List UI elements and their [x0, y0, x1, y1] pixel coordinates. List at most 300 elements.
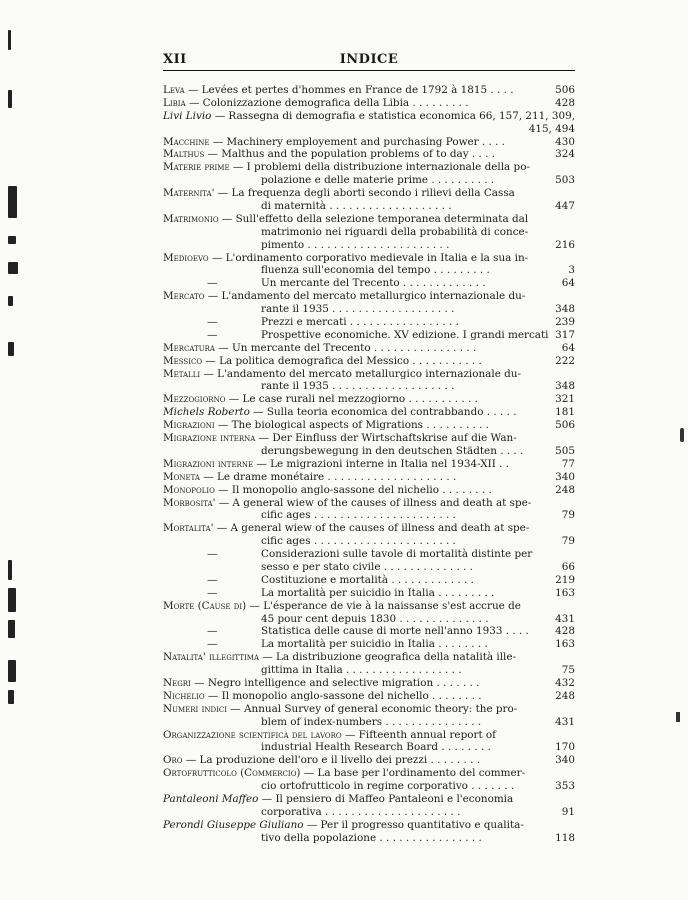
ditto-dash: —: [207, 638, 218, 651]
index-entry: [163, 432, 575, 445]
entry-subject: Costituzione e mortalità: [261, 573, 389, 586]
entry-heading: Organizzazione scientifica del lavoro: [163, 728, 342, 741]
entry-subject: La distribuzione geografica della natalità ille-: [276, 651, 516, 664]
index-entry: [163, 277, 575, 290]
entry-text: [261, 806, 460, 819]
entry-subject: industrial Health Research Board: [261, 741, 439, 754]
entry-heading: Migrazioni: [163, 419, 215, 432]
entry-separator: —: [214, 187, 232, 200]
entry-subject: cific ages: [261, 535, 311, 548]
binding-edge: [0, 0, 30, 900]
entry-subject: Levées et pertes d'hommes en France de 1792 à 1815: [201, 84, 488, 96]
entry-page: 75: [561, 664, 575, 677]
entry-subject: L'andamento del mercato metallurgico internazionale du-: [217, 367, 522, 380]
entry-text: [163, 522, 529, 535]
index-entry: [163, 290, 575, 303]
entry-page: 506: [555, 419, 575, 432]
entry-text: [261, 716, 481, 729]
entry-page: 66, 157, 211, 309,: [479, 109, 575, 122]
entry-page: 428: [555, 625, 575, 638]
entry-text: [163, 393, 478, 406]
index-entry: [163, 471, 575, 484]
index-entry: [163, 368, 575, 381]
entry-separator: —: [300, 767, 318, 780]
entry-page: 317: [555, 328, 575, 341]
entry-subject: Machinery employement and purchasing Power: [226, 135, 479, 148]
entry-separator: —: [200, 367, 218, 380]
index-list: [163, 84, 575, 845]
entry-subject: Malthus and the population problems of to day: [221, 148, 469, 161]
index-entry: [163, 342, 575, 355]
entry-text: [163, 252, 528, 265]
entry-heading: Negri: [163, 676, 191, 689]
entry-subject: rante il 1935: [261, 380, 329, 393]
leader-dots: . .: [495, 457, 510, 470]
entry-separator: —: [214, 341, 232, 354]
entry-subject: sesso e per stato civile: [261, 560, 381, 573]
entry-separator: —: [258, 792, 276, 805]
entry-page: 170: [555, 741, 575, 754]
entry-text: [261, 574, 474, 587]
leader-dots: . . . . . . . . . . . . . . . .: [376, 831, 482, 844]
index-entry: [163, 187, 575, 200]
entry-separator: —: [249, 406, 267, 419]
index-entry: [163, 380, 575, 393]
entry-page: 216: [555, 238, 575, 251]
entry-subject: La mortalità per suicidio in Italia: [261, 638, 435, 651]
entry-page: 222: [555, 354, 575, 367]
ditto-dash: —: [207, 586, 218, 599]
index-entry: [163, 136, 575, 149]
leader-dots: . . . . . . . . .: [434, 586, 495, 599]
index-entry: [163, 509, 575, 522]
leader-dots: . . . .: [487, 84, 514, 96]
entry-separator: —: [255, 432, 273, 445]
index-entry: [163, 406, 575, 419]
entry-subject: Sulla teoria economica del contrabbando: [266, 406, 484, 419]
leader-dots: . . . . . . . . . . . . . . . . . . . . .: [321, 805, 461, 818]
entry-subject: La produzione dell'oro e il livello dei prezzi: [199, 754, 428, 767]
entry-text: [163, 677, 479, 690]
entry-page: 348: [555, 303, 575, 316]
entry-separator: —: [218, 212, 236, 225]
index-entry: [163, 548, 575, 561]
entry-separator: —: [211, 109, 229, 122]
entry-page: 324: [555, 148, 575, 161]
index-entry: [163, 497, 575, 510]
entry-subject: Statistica delle cause di morte nell'anno 1933: [261, 625, 503, 638]
leader-dots: . . . . . . . . . . . . . . . . . . .: [326, 200, 452, 213]
entry-separator: —: [199, 470, 217, 483]
entry-subject: La mortalità per suicidio in Italia: [261, 586, 435, 599]
entry-heading: Michels Roberto: [163, 406, 250, 419]
entry-page: 430: [555, 135, 575, 148]
entry-heading: Morte (Cause di): [163, 599, 247, 612]
index-entry: [163, 587, 575, 600]
entry-subject: derungsbewegung in den deutschen Städten: [261, 444, 497, 457]
entry-text: [163, 368, 521, 381]
entry-heading: Materie prime: [163, 161, 230, 174]
entry-page: 79: [561, 535, 575, 548]
entry-page: 321: [555, 393, 575, 406]
entry-text: [261, 832, 482, 845]
entry-subject: La base per l'ordinamento del commer-: [317, 767, 526, 780]
index-entry: [163, 252, 575, 265]
ditto-dash: —: [207, 573, 218, 586]
leader-dots: . . . . . . . . . . . . . . . . . . .: [328, 303, 455, 316]
index-entry: [163, 161, 575, 174]
entry-separator: —: [185, 96, 203, 109]
index-entry: [163, 226, 575, 239]
entry-heading: Migrazione interna: [163, 432, 256, 445]
entry-text: [261, 625, 529, 638]
entry-text: [261, 535, 456, 548]
entry-page: 64: [561, 341, 575, 354]
entry-subject: rante il 1935: [261, 303, 329, 316]
ditto-dash: —: [207, 625, 218, 638]
index-entry: [163, 729, 575, 742]
ditto-dash: —: [207, 316, 218, 329]
entry-page: 353: [555, 780, 575, 793]
entry-subject: A general wiew of the causes of illness and death at spe-: [230, 522, 530, 535]
entry-page: 415, 494: [528, 122, 575, 135]
leader-dots: . . . . . . . .: [438, 483, 492, 496]
entry-separator: —: [204, 148, 222, 161]
entry-text: [163, 110, 476, 123]
entry-heading: Mortalita': [163, 522, 214, 535]
index-entry: [163, 664, 575, 677]
index-entry: [163, 174, 575, 187]
entry-subject: Considerazioni sulle tavole di mortalità distinte per: [261, 548, 533, 561]
entry-text: [163, 342, 476, 355]
entry-text: [261, 561, 473, 574]
entry-heading: Mercatura: [163, 341, 215, 354]
entry-text: [261, 239, 449, 252]
leader-dots: . . . . . . . . . . . . .: [388, 573, 474, 586]
entry-subject: Negro intelligence and selective migration: [207, 676, 434, 689]
entry-heading: Pantaleoni Maffeo: [163, 792, 259, 805]
leader-dots: . . . .: [496, 444, 524, 457]
entry-heading: Maternita': [163, 187, 215, 200]
entry-heading: Metalli: [163, 367, 201, 380]
entry-text: [163, 600, 521, 613]
entry-page: 348: [555, 380, 575, 393]
entry-page: 248: [555, 689, 575, 702]
entry-separator: —: [215, 496, 233, 509]
entry-text: [261, 226, 528, 239]
entry-text: [163, 819, 524, 832]
entry-page: 79: [561, 509, 575, 522]
entry-subject: Le drame monétaire: [216, 470, 325, 483]
entry-text: [261, 548, 532, 561]
entry-separator: —: [208, 251, 226, 264]
entry-text: [163, 290, 525, 303]
entry-separator: —: [184, 84, 202, 96]
leader-dots: . . . .: [478, 135, 506, 148]
entry-heading: Leva: [163, 84, 185, 96]
index-entry: [163, 355, 575, 368]
entry-text: [163, 355, 482, 368]
leader-dots: . . . . . . . .: [428, 689, 482, 702]
index-entry: [163, 793, 575, 806]
entry-subject: Il monopolio anglo-sassone del nichello: [221, 689, 429, 702]
entry-subject: fluenza sull'economia del tempo: [261, 264, 431, 277]
entry-heading: Messico: [163, 354, 203, 367]
entry-subject: gittima in Italia: [261, 664, 343, 677]
entry-text: [163, 793, 513, 806]
entry-heading: Libia: [163, 96, 186, 109]
ditto-dash: —: [207, 277, 218, 290]
entry-page: 505: [555, 444, 575, 457]
page-number: XII: [163, 52, 187, 67]
entry-separator: —: [259, 651, 277, 664]
entry-text: [261, 780, 514, 793]
entry-text: [261, 380, 454, 393]
entry-subject: I problemi della distribuzione internazionale della po-: [246, 161, 530, 174]
entry-subject: Der Einfluss der Wirtschaftskrise auf die Wan-: [272, 432, 517, 445]
leader-dots: . . . . . . . . . . . . . . . . . .: [342, 664, 462, 677]
entry-subject: Sull'effetto della selezione temporanea determinata dal: [235, 212, 529, 225]
entry-heading: Natalita' illegittima: [163, 651, 260, 664]
entry-separator: —: [204, 290, 222, 303]
entry-subject: A general wiew of the causes of illness and death at spe-: [232, 496, 532, 509]
header-rule: [163, 70, 575, 71]
leader-dots: . . . . . . . . . . . . . . . . .: [346, 316, 459, 329]
entry-separator: —: [204, 689, 222, 702]
entry-heading: Ortofrutticolo (Commercio): [163, 767, 301, 780]
entry-subject: L'ésperance de vie à la naissanse s'est accrue de: [263, 599, 521, 612]
index-entry: [163, 458, 575, 471]
entry-separator: —: [303, 818, 321, 831]
entry-subject: Un mercante del Trecento: [231, 341, 371, 354]
entry-subject: The biological aspects of Migrations: [231, 419, 424, 432]
entry-subject: Prospettive economiche. XV edizione. I grandi mercati: [261, 328, 549, 341]
entry-page: 248: [555, 483, 575, 496]
index-entry: [163, 123, 575, 136]
entry-page: 239: [555, 316, 575, 329]
index-entry: [163, 625, 575, 638]
entry-page: 181: [555, 406, 575, 419]
entry-text: [163, 136, 505, 149]
entry-text: [163, 148, 495, 161]
index-entry: [163, 638, 575, 651]
entry-text: [163, 484, 492, 497]
leader-dots: . . . . . . . . . . . . . . .: [382, 715, 482, 728]
entry-subject: corporativa: [261, 805, 322, 818]
entry-subject: La frequenza degli aborti secondo i rilievi della Cassa: [231, 187, 515, 200]
entry-separator: —: [246, 599, 264, 612]
leader-dots: . . . . . . . . . . .: [409, 354, 482, 367]
index-entry: [163, 264, 575, 277]
entry-text: [163, 406, 517, 419]
entry-subject: Il monopolio anglo-sassone del nichelio: [231, 483, 439, 496]
entry-separator: —: [182, 754, 200, 767]
entry-subject: Rassegna di demografia e statistica economica: [228, 109, 476, 122]
index-entry: [163, 445, 575, 458]
entry-heading: Numeri indici: [163, 702, 227, 715]
index-entry: [163, 741, 575, 754]
entry-separator: —: [213, 522, 231, 535]
entry-text: [261, 303, 454, 316]
entry-text: [261, 664, 462, 677]
leader-dots: . . . . .: [483, 406, 517, 419]
entry-separator: —: [225, 393, 243, 406]
page-header: [163, 52, 575, 68]
index-entry: [163, 316, 575, 329]
index-entry: [163, 780, 575, 793]
entry-subject: matrimonio nei riguardi della probabilità di conce-: [261, 225, 529, 238]
entry-heading: Oro: [163, 754, 183, 767]
entry-heading: Perondi Giuseppe Giuliano: [163, 818, 304, 831]
entry-separator: —: [190, 676, 208, 689]
leader-dots: . . . . . . . . . . . . . . . . . . . . . .: [310, 509, 456, 522]
entry-text: [163, 97, 469, 110]
entry-separator: —: [209, 135, 227, 148]
entry-separator: —: [227, 702, 244, 715]
leader-dots: . . . .: [502, 625, 529, 638]
entry-text: [261, 741, 491, 754]
entry-heading: Migrazioni interne: [163, 457, 254, 470]
entry-text: [163, 729, 496, 742]
entry-text: [261, 264, 490, 277]
leader-dots: . . . . . . . . . .: [423, 419, 490, 432]
entry-page: 503: [555, 174, 575, 187]
index-entry: [163, 819, 575, 832]
entry-subject: cific ages: [261, 509, 311, 522]
entry-subject: L'ordinamento corporativo medievale in Italia e la sua in-: [225, 251, 529, 264]
leader-dots: . . . . . . . . . . .: [405, 393, 478, 406]
entry-heading: Moneta: [163, 470, 200, 483]
entry-text: [261, 445, 523, 458]
index-entry: [163, 677, 575, 690]
entry-text: [163, 497, 531, 510]
index-entry: [163, 574, 575, 587]
entry-page: 3: [568, 264, 575, 277]
scan-mark: [676, 712, 680, 722]
entry-subject: L'andamento del mercato metallurgico internazionale du-: [221, 290, 526, 303]
index-entry: [163, 239, 575, 252]
entry-heading: Matrimonio: [163, 212, 219, 225]
leader-dots: . . . . . . . . . . . . . .: [396, 612, 489, 625]
entry-text: [163, 651, 516, 664]
entry-subject: pimento: [261, 238, 305, 251]
entry-page: 64: [561, 277, 575, 290]
entry-page: 118: [555, 831, 575, 844]
entry-text: [261, 277, 486, 290]
index-entry: [163, 213, 575, 226]
entry-page: 340: [555, 470, 575, 483]
leader-dots: . . . . . . . . .: [430, 264, 490, 277]
index-entry: [163, 703, 575, 716]
entry-page: 219: [555, 573, 575, 586]
entry-subject: cio ortofrutticolo in regime corporativo: [261, 780, 468, 793]
entry-page: 432: [555, 676, 575, 689]
index-entry: [163, 832, 575, 845]
leader-dots: . . . . . . . .: [438, 741, 491, 754]
index-entry: [163, 200, 575, 213]
entry-page: 428: [555, 96, 575, 109]
index-entry: [163, 754, 575, 767]
entry-text: [163, 187, 515, 200]
entry-page: 66: [561, 560, 575, 573]
entry-subject: 45 pour cent depuis 1830: [261, 612, 397, 625]
leader-dots: . . . . . . . . . . . . .: [399, 277, 486, 290]
leader-dots: . . . . . . . . . . . . . . . . . . . . . .: [304, 238, 450, 251]
entry-page: 447: [555, 200, 575, 213]
leader-dots: . . . .: [468, 148, 496, 161]
entry-subject: Per il progresso quantitativo e qualita-: [320, 818, 524, 831]
entry-text: [261, 638, 488, 651]
entry-page: 91: [561, 805, 575, 818]
entry-text: [261, 316, 459, 329]
index-entry: [163, 651, 575, 664]
entry-text: [261, 587, 494, 600]
entry-separator: —: [214, 419, 232, 432]
leader-dots: . . . . . . . . . . . . . .: [380, 560, 473, 573]
index-entry: [163, 419, 575, 432]
index-entry: [163, 484, 575, 497]
entry-subject: Colonizzazione demografica della Libia: [202, 96, 410, 109]
entry-text: [163, 471, 456, 484]
entry-text: [163, 767, 525, 780]
leader-dots: . . . . . . . . . . . . . . . . . . .: [328, 380, 455, 393]
leader-dots: . . . . . . . .: [427, 754, 481, 767]
index-entry: [163, 329, 575, 342]
entry-heading: Mezzogiorno: [163, 393, 226, 406]
entry-separator: —: [229, 161, 247, 174]
entry-heading: Livi Livio: [163, 109, 212, 122]
entry-page: 431: [555, 612, 575, 625]
index-entry: [163, 303, 575, 316]
entry-text: [163, 161, 530, 174]
index-entry: [163, 535, 575, 548]
entry-subject: Un mercante del Trecento: [261, 277, 400, 290]
entry-separator: —: [202, 354, 220, 367]
entry-separator: —: [253, 457, 271, 470]
entry-subject: blem of index-numbers: [261, 715, 383, 728]
index-entry: [163, 600, 575, 613]
entry-heading: Mercato: [163, 290, 205, 303]
index-entry: [163, 767, 575, 780]
entry-text: [261, 200, 452, 213]
entry-page: 506: [555, 84, 575, 96]
entry-text: [261, 329, 548, 342]
entry-heading: Malthus: [163, 148, 205, 161]
entry-text: [163, 690, 482, 703]
entry-subject: Le migrazioni interne in Italia nel 1934-XII: [270, 457, 496, 470]
entry-heading: Morbosita': [163, 496, 216, 509]
entry-subject: Annual Survey of general economic theory: the pro-: [244, 702, 518, 715]
scan-mark: [680, 428, 684, 442]
entry-heading: Nichelio: [163, 689, 205, 702]
index-entry: [163, 110, 575, 123]
entry-text: [261, 509, 456, 522]
entry-text: [261, 174, 494, 187]
entry-page: 163: [555, 638, 575, 651]
entry-text: [163, 458, 509, 471]
index-entry: [163, 393, 575, 406]
entry-subject: polazione e delle materie prime: [261, 174, 429, 187]
entry-page: 431: [555, 715, 575, 728]
leader-dots: . . . . . . . . .: [409, 96, 469, 109]
leader-dots: . . . . . . . .: [434, 638, 488, 651]
entry-text: [163, 754, 480, 767]
entry-subject: tivo della popolazione: [261, 831, 377, 844]
entry-subject: La politica demografica del Messico: [219, 354, 410, 367]
entry-separator: —: [214, 483, 232, 496]
entry-text: [163, 703, 517, 716]
index-entry: [163, 84, 575, 97]
